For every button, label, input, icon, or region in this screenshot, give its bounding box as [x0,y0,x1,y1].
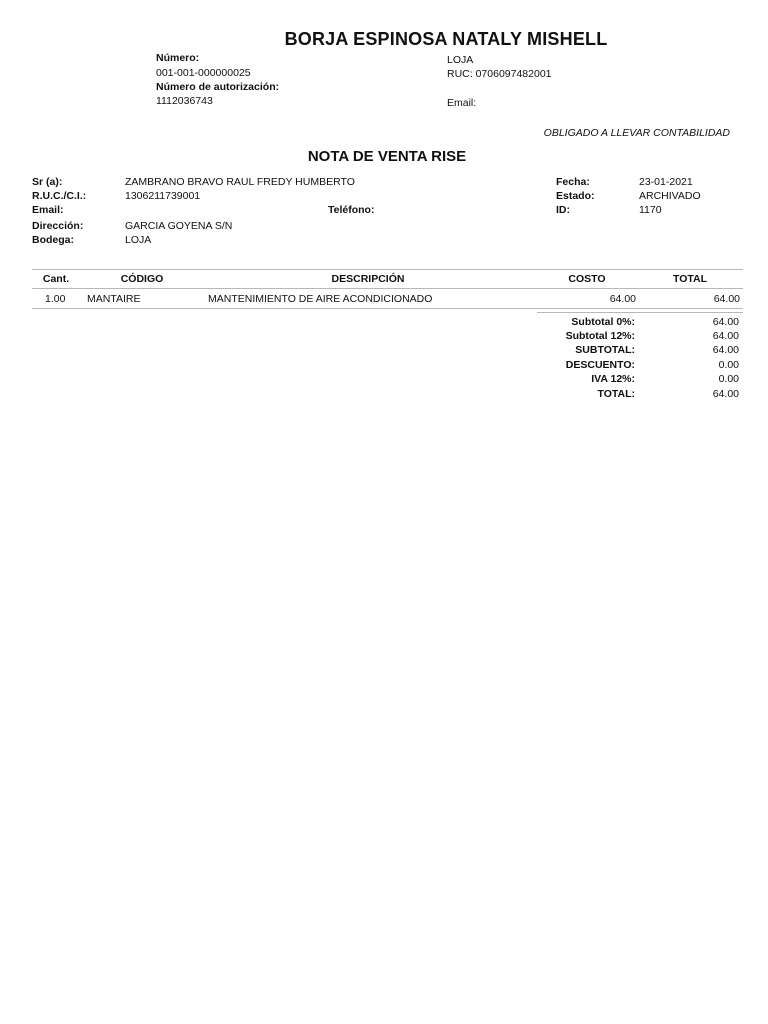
header-codigo: CÓDIGO [120,273,164,285]
totals-top-rule [537,312,743,313]
numero-label: Número: [156,52,200,64]
client-direccion-label: Dirección: [32,220,84,232]
total-label: Subtotal 12%: [565,330,635,342]
row-codigo: MANTAIRE [87,293,141,305]
total-value: 0.00 [718,373,739,385]
total-value: 0.00 [718,359,739,371]
row-total: 64.00 [713,293,740,305]
client-email-label: Email: [32,204,64,216]
client-direccion-value: GARCIA GOYENA S/N [125,220,233,232]
row-costo: 64.00 [609,293,636,305]
row-descripcion: MANTENIMIENTO DE AIRE ACONDICIONADO [208,293,433,305]
autorizacion-label: Número de autorización: [156,81,280,93]
estado-label: Estado: [556,190,595,202]
row-cant: 1.00 [45,293,66,305]
total-label: IVA 12%: [591,373,635,385]
issuer-ruc: RUC: 0706097482001 [447,68,552,80]
total-value: 64.00 [712,316,739,328]
header-cant: Cant. [42,273,70,285]
table-bottom-rule [32,308,743,309]
total-label: DESCUENTO: [565,359,635,371]
table-top-rule [32,269,743,270]
estado-value: ARCHIVADO [639,190,701,202]
header-descripcion: DESCRIPCIÓN [331,273,405,285]
total-label: SUBTOTAL: [575,344,635,356]
client-sr-label: Sr (a): [32,176,63,188]
client-bodega-value: LOJA [125,234,152,246]
total-label: Subtotal 0%: [571,316,635,328]
client-ruc-value: 1306211739001 [125,190,201,202]
total-value: 64.00 [712,388,739,400]
autorizacion-value: 1112036743 [156,95,213,107]
table-header-rule [32,288,743,289]
obligado-contabilidad: OBLIGADO A LLEVAR CONTABILIDAD [543,127,730,139]
client-ruc-label: R.U.C./C.I.: [32,190,87,202]
id-value: 1170 [639,204,662,216]
total-label: TOTAL: [597,388,635,400]
numero-value: 001-001-000000025 [156,67,251,79]
fecha-label: Fecha: [556,176,590,188]
total-value: 64.00 [712,330,739,342]
document-title: NOTA DE VENTA RISE [307,148,467,165]
header-total: TOTAL [672,273,708,285]
client-sr-value: ZAMBRANO BRAVO RAUL FREDY HUMBERTO [125,176,355,188]
client-telefono-label: Teléfono: [328,204,375,216]
fecha-value: 23-01-2021 [639,176,693,188]
header-costo: COSTO [568,273,606,285]
client-bodega-label: Bodega: [32,234,74,246]
total-value: 64.00 [712,344,739,356]
issuer-city: LOJA [447,54,474,66]
issuer-name: BORJA ESPINOSA NATALY MISHELL [284,29,608,49]
id-label: ID: [556,204,570,216]
issuer-email-label: Email: [447,97,477,109]
